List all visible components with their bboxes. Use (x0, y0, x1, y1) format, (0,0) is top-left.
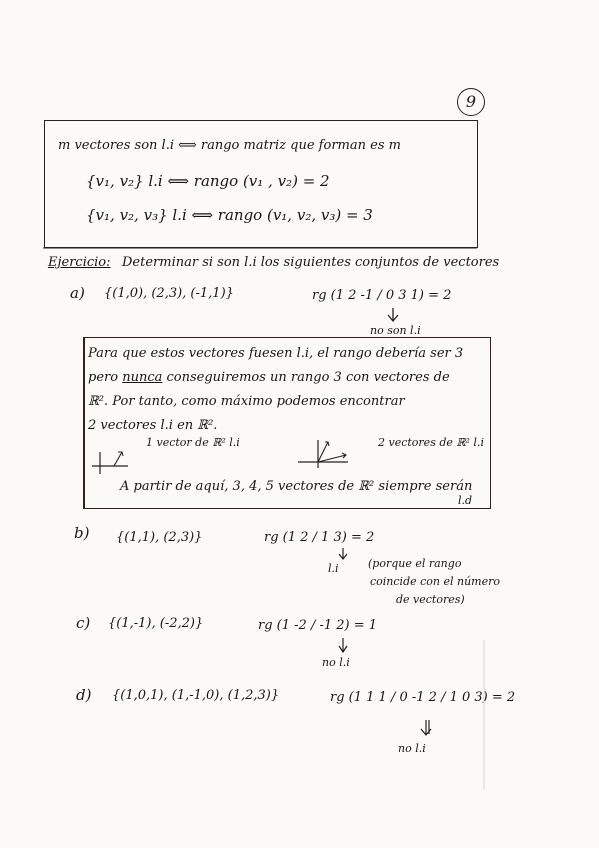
part-a-label: a) (70, 284, 85, 302)
part-d-set: {(1,0,1), (1,-1,0), (1,2,3)} (112, 688, 280, 703)
note-line-5: A partir de aquí, 3, 4, 5 vectores de ℝ² siempre serán (120, 479, 473, 494)
theorem-line-3: {v₁, v₂, v₃} l.i ⟺ rango (v₁, v₂, v₃) = 3 (86, 206, 373, 224)
part-b-reason-1: (porque el rango (368, 557, 462, 570)
note-emphasis: nunca (122, 370, 163, 385)
exercise-label: Ejercicio: (48, 255, 111, 270)
note-line-2-start: pero (88, 370, 123, 385)
theorem-line-2: {v₁, v₂} l.i ⟺ rango (v₁ , v₂) = 2 (86, 172, 330, 190)
part-a-set: {(1,0), (2,3), (-1,1)} (104, 286, 234, 301)
exercise-statement: Determinar si son l.i los siguientes conjuntos de vectores (122, 255, 500, 270)
part-b-reason-2: coincide con el número (370, 575, 500, 588)
note-line-4: 2 vectores l.i en ℝ². (88, 418, 218, 433)
note-line-2-end: conseguiremos un rango 3 con vectores de (162, 370, 450, 385)
part-a-result: no son l.i (370, 324, 421, 337)
part-c-set: {(1,-1), (-2,2)} (108, 616, 204, 631)
left-diagram-caption: 1 vector de ℝ² l.i (146, 436, 240, 449)
part-c-rank: rg (1 -2 / -1 2) = 1 (258, 618, 378, 633)
note-line-6: l.d (458, 494, 473, 507)
part-d-result: no l.i (398, 742, 426, 755)
part-c-arrow (339, 638, 347, 652)
note-line-3: ℝ². Por tanto, como máximo podemos encontrar (88, 394, 405, 409)
left-vector-arrow (114, 452, 123, 466)
page-number: 9 (457, 88, 485, 116)
part-c-label: c) (76, 614, 91, 632)
part-a-rank: rg (1 2 -1 / 0 3 1) = 2 (312, 288, 452, 303)
part-d-label: d) (76, 686, 92, 704)
right-axes (298, 440, 348, 468)
right-vector-1 (318, 442, 329, 462)
part-d-arrow (421, 720, 431, 735)
part-d-rank: rg (1 1 1 / 0 -1 2 / 1 0 3) = 2 (330, 690, 516, 705)
part-b-result: l.i (328, 562, 339, 575)
part-b-set: {(1,1), (2,3)} (116, 530, 203, 545)
part-b-label: b) (74, 524, 90, 542)
part-b-rank: rg (1 2 / 1 3) = 2 (264, 530, 375, 545)
part-b-reason-3: de vectores) (396, 593, 465, 606)
theorem-line-1: m vectores son l.i ⟺ rango matriz que forman es m (58, 138, 401, 153)
part-b-arrow (339, 548, 347, 559)
part-c-result: no l.i (322, 656, 350, 669)
right-diagram-caption: 2 vectores de ℝ² l.i (378, 436, 484, 449)
note-line-1: Para que estos vectores fuesen l.i, el rango debería ser 3 (88, 346, 464, 361)
part-a-arrow (388, 308, 398, 321)
